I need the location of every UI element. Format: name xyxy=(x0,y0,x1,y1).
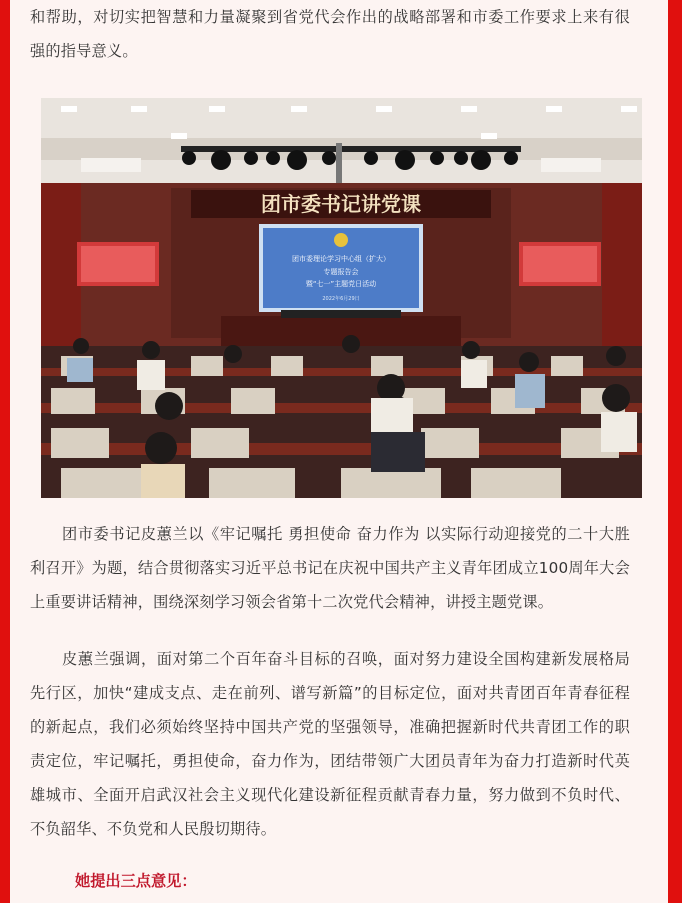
banner-text: 团市委书记讲党课 xyxy=(261,192,421,216)
paragraph-emphasis: 皮蕙兰强调，面对第二个百年奋斗目标的召唤，面对努力建设全国构建新发展格局先行区，加快“建成支点、走在前列、谱写新篇”的目标定位，面对共青团百年青春征程的新起点，我们必须始终坚持中国共产党的坚强领导，准确把握新时代共青团工作的职责定位，牢记嘱托，勇担使命，奋力作为，团结带领广大团员青年为奋力打造新时代英雄城市、全面开启武汉社会主义现代化建设新征程贡献青春力量，努力做到不负时代、不负韶华、不负党和人民殷切期待。 xyxy=(30,650,630,838)
meeting-photo xyxy=(41,98,642,498)
screen-date: 2022年6月29日 xyxy=(322,296,360,302)
section-heading: 她提出三点意见： xyxy=(75,872,197,890)
screen-title: 团市委理论学习中心组（扩大） xyxy=(292,255,390,263)
screen-line3: 暨“七一”主题党日活动 xyxy=(305,280,377,288)
paragraph-intro: 和帮助，对切实把智慧和力量凝聚到省党代会作出的战略部署和市委工作要求上来有很强的指导意义。 xyxy=(30,8,630,60)
screen-line2: 专题报告会 xyxy=(323,268,359,276)
paragraph-lecture: 团市委书记皮蕙兰以《牢记嘱托 勇担使命 奋力作为 以实际行动迎接党的二十大胜利召开》为题，结合贯彻落实习近平总书记在庆祝中国共产主义青年团成立100周年大会上重要讲话精神，围绕深刻学习领会省第十二次党代会精神，讲授主题党课。 xyxy=(30,525,630,611)
